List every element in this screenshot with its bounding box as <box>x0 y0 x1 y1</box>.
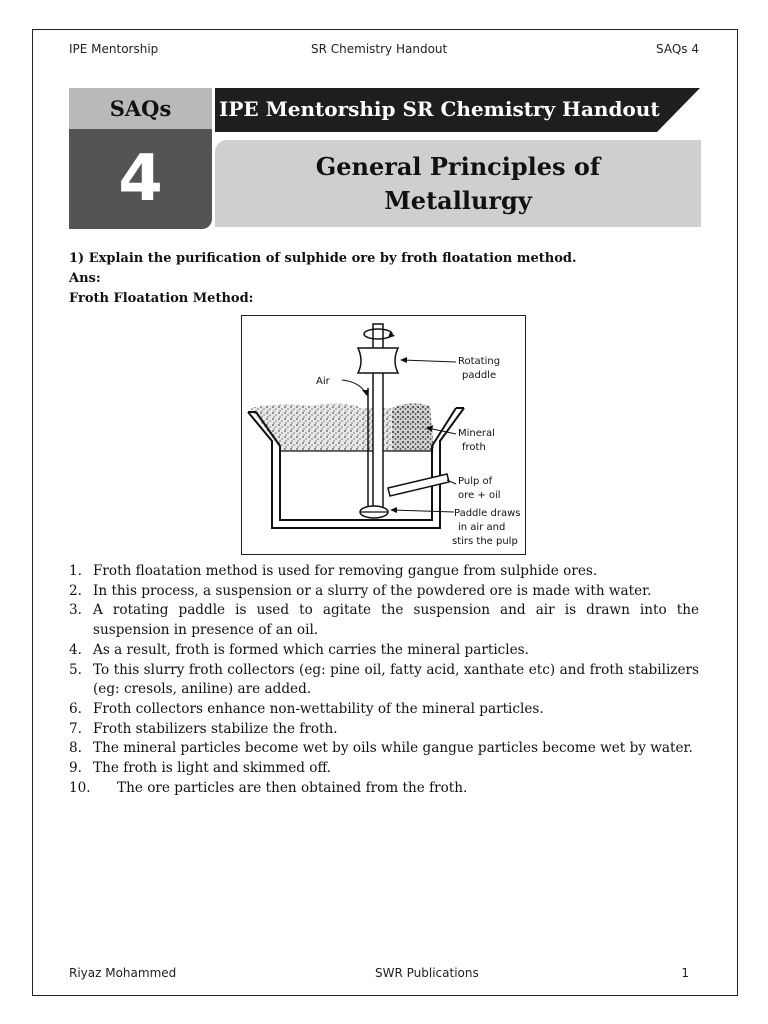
header-left-text: IPE Mentorship <box>69 42 159 56</box>
label-paddle: paddle <box>462 370 497 381</box>
list-item <box>69 661 699 700</box>
list-item-number: 9. <box>69 760 82 777</box>
list-item-number: 3. <box>69 602 82 619</box>
list-item-number: 7. <box>69 720 82 737</box>
list-item-number: 1. <box>69 563 82 579</box>
list-item-number: 8. <box>69 740 82 757</box>
header-right-text: SAQs 4 <box>656 42 699 56</box>
diagram-svg <box>242 316 524 553</box>
page-header <box>69 42 699 60</box>
froth-floatation-diagram <box>241 315 526 555</box>
footer-author: Riyaz Mohammed <box>69 966 177 980</box>
handout-banner <box>215 88 700 132</box>
footer-publisher: SWR Publications <box>375 966 479 980</box>
list-item <box>69 641 699 661</box>
header-center-text: SR Chemistry Handout <box>311 42 448 56</box>
page-footer <box>69 966 689 982</box>
list-item-text: To this slurry froth collectors (eg: pine oil, fatty acid, xanthate etc) and froth stabilizers (eg: cresols, aniline) are added. <box>93 661 699 698</box>
saqs-label: SAQs <box>69 88 212 129</box>
list-item <box>69 582 699 602</box>
answer-label: Ans: <box>69 271 101 286</box>
list-item-text: Froth floatation method is used for removing gangue from sulphide ores. <box>93 563 598 579</box>
label-froth: froth <box>462 442 486 453</box>
label-paddle-draws: Paddle draws <box>454 508 521 519</box>
label-rotating: Rotating <box>458 356 501 367</box>
question-text: 1) Explain the purification of sulphide ore by froth floatation method. <box>69 251 577 266</box>
label-air: Air <box>316 376 330 387</box>
label-pulp-of: Pulp of <box>458 476 493 487</box>
chapter-title-box <box>215 140 701 227</box>
list-item <box>69 779 699 799</box>
banner-title: IPE Mentorship SR Chemistry Handout <box>219 97 660 121</box>
chapter-title: General Principles of Metallurgy <box>315 151 601 215</box>
list-item-number: 5. <box>69 661 82 678</box>
explanation-list <box>69 562 699 798</box>
list-item-number: 10. <box>69 779 91 796</box>
list-item <box>69 739 699 759</box>
label-ore-oil: ore + oil <box>458 490 501 501</box>
question-block <box>69 249 699 309</box>
chapter-number: 4 <box>69 129 212 229</box>
page-number: 1 <box>681 966 689 980</box>
list-item <box>69 720 699 740</box>
list-item <box>69 601 699 640</box>
list-item <box>69 700 699 720</box>
label-in-air: in air and <box>458 522 506 533</box>
list-item-text: A rotating paddle is used to agitate the suspension and air is drawn into the suspension in presence of an oil. <box>93 602 699 639</box>
list-item-text: Froth stabilizers stabilize the froth. <box>93 720 338 737</box>
list-item-number: 4. <box>69 641 82 658</box>
label-mineral: Mineral <box>458 428 495 439</box>
list-item-text: The froth is light and skimmed off. <box>93 760 331 777</box>
rotating-paddle <box>358 348 398 373</box>
saqs-badge <box>69 88 212 229</box>
mineral-froth-dense <box>392 403 434 451</box>
list-item-text: As a result, froth is formed which carries the mineral particles. <box>93 641 529 658</box>
list-item-text: In this process, a suspension or a slurry of the powdered ore is made with water. <box>93 582 652 599</box>
method-heading: Froth Floatation Method: <box>69 291 254 306</box>
list-item-text: The mineral particles become wet by oils while gangue particles become wet by water. <box>93 740 693 757</box>
list-item <box>69 562 699 582</box>
label-stirs-pulp: stirs the pulp <box>452 536 518 547</box>
list-item-number: 2. <box>69 582 82 599</box>
list-item-text: Froth collectors enhance non-wettability of the mineral particles. <box>93 700 544 717</box>
list-item <box>69 759 699 779</box>
list-item-text: The ore particles are then obtained from the froth. <box>117 779 468 796</box>
list-item-number: 6. <box>69 700 82 717</box>
